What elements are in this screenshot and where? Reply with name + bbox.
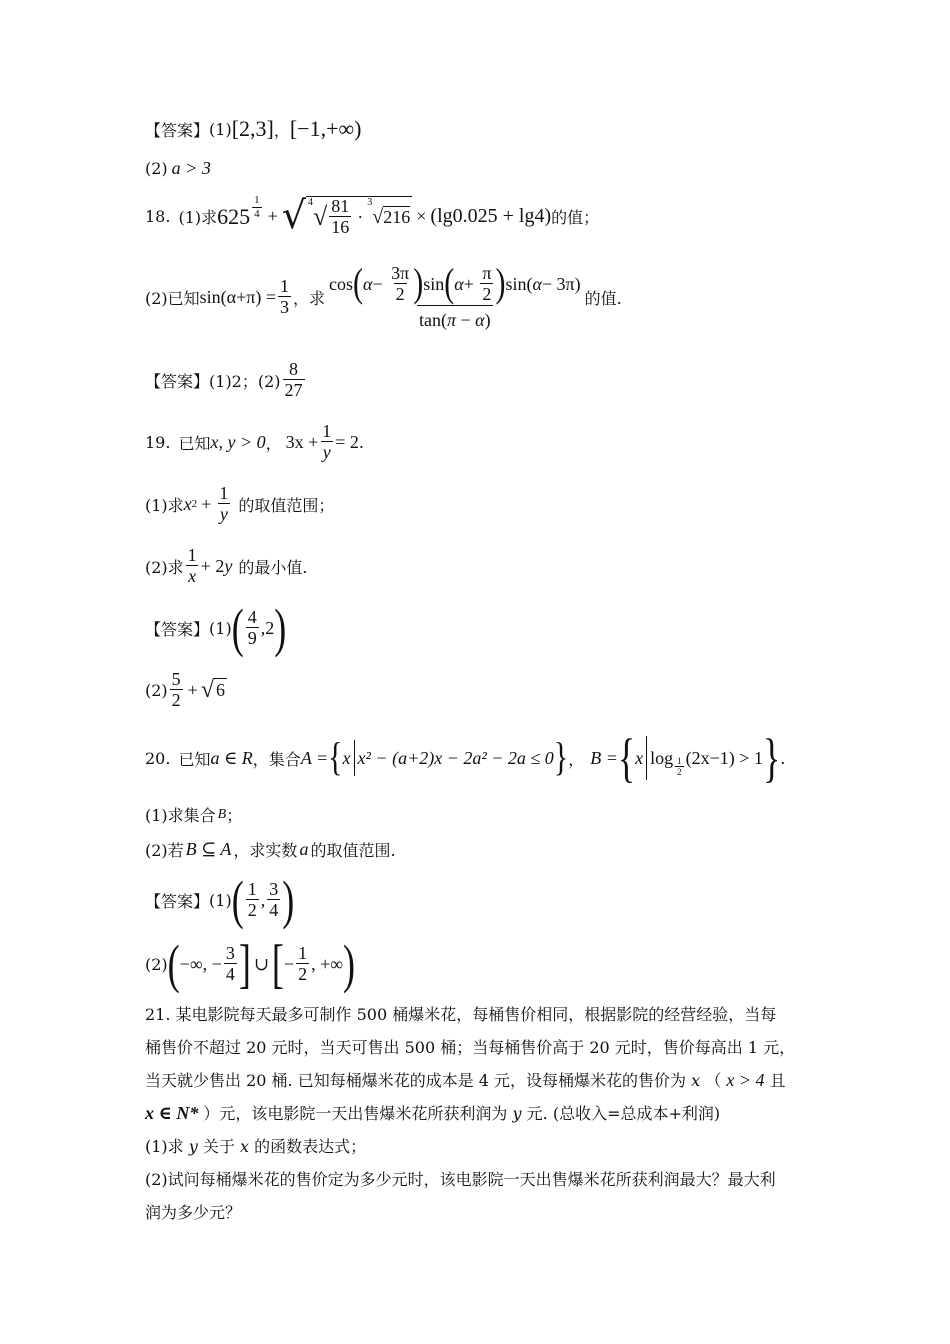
- part-label: (2): [145, 680, 168, 700]
- question-text: ）元，该电影院一天出售爆米花所获利润为: [203, 1104, 508, 1123]
- question-21-line3: [145, 1064, 815, 1097]
- question-text: 的值；: [551, 208, 600, 228]
- question-20-stem: 20. 已知 a ∈ R ，集合 A = { x x² − (a+2)x − 2a² − 2a ≤ 0 } ， B = { x log $\frac{1}{2}$ (2x−1) > 1 } .: [145, 728, 786, 788]
- question-21: [145, 998, 815, 1229]
- inequality-value: a > 3: [171, 158, 211, 178]
- question-text: 元. (总收入=总成本+利润): [526, 1104, 721, 1123]
- question-text: ，求实数: [233, 841, 298, 860]
- math-expression: 625: [217, 203, 251, 229]
- part-label: (1)求: [145, 1137, 184, 1156]
- answer-19-line2: [145, 670, 227, 711]
- part-label: (1)求集合: [145, 806, 216, 825]
- part-label: (1): [209, 618, 232, 638]
- radical-expression: √ 4 √ $\frac{81}{16}$ · 3 √ 216: [281, 193, 411, 237]
- interval-start: −∞, −: [179, 953, 222, 974]
- condition: x > 4: [726, 1070, 765, 1090]
- answer-value: ,2: [260, 617, 275, 638]
- answer-fraction: $\frac{1}{2}$: [298, 943, 308, 984]
- part-label: (1): [209, 890, 232, 910]
- set-condition: (2x−1) > 1: [685, 747, 763, 768]
- question-number: 18.: [145, 207, 171, 227]
- question-number: 19.: [145, 432, 171, 452]
- expression-fraction: $\frac{1}{y}$: [219, 483, 229, 524]
- question-text: 的取值范围；: [238, 495, 335, 515]
- comma: ，: [568, 749, 585, 769]
- question-21-line4: [145, 1097, 815, 1130]
- part-label: (1)求: [178, 208, 218, 228]
- question-text: 关于: [202, 1137, 235, 1156]
- variable: y: [188, 1137, 198, 1156]
- question-text: 当天就少售出 20 桶. 已知每桶爆米花的成本是 4 元，设每桶爆米花的售价为: [145, 1071, 687, 1090]
- question-19-stem: [145, 422, 364, 463]
- answer-label: 【答案】: [145, 891, 210, 911]
- expression-fraction: $\frac{1}{x}$: [187, 545, 197, 586]
- variable: y: [512, 1104, 522, 1123]
- answer-17-line1: [145, 116, 362, 142]
- answer-fraction: $\frac{4}{9}$: [247, 607, 257, 648]
- question-20-part1: [145, 803, 242, 826]
- interval-value: [−1,+∞): [289, 116, 362, 141]
- question-19-part1: (1)求 x 2 + $\frac{1}{y}$ 的取值范围；: [145, 483, 335, 524]
- given-fraction: $\frac{1}{3}$: [280, 275, 289, 317]
- answer-label: 【答案】: [145, 120, 210, 140]
- relation: B ⊆ A: [185, 839, 232, 859]
- answer-17-line2: [145, 158, 211, 179]
- minus-sign: −: [283, 953, 295, 974]
- part-label: (2)求: [145, 557, 184, 577]
- answer-19-line1: 【答案】 (1) ( $\frac{4}{9}$ ,2 ): [145, 598, 287, 659]
- question-text: 已知: [178, 433, 211, 453]
- answer-fraction: $\frac{8}{27}$: [284, 359, 303, 400]
- comma: ，: [273, 120, 290, 140]
- set-name: B =: [590, 747, 618, 768]
- question-text: ，集合: [252, 749, 301, 769]
- trig-fraction: cos ( α − $\frac{3\pi}{2}$ ) sin ( α + $\frac{\pi}{2}$ ) sin( α − 3π) tan(π − α): [329, 261, 581, 330]
- part-label: (2): [145, 954, 168, 974]
- set-name: A =: [300, 747, 329, 768]
- interval-value: [2,3]: [231, 116, 274, 141]
- question-21-line1: 21. 某电影院每天最多可制作 500 桶爆米花，每桶售价相同，根据影院的经营经验，当每: [145, 1005, 777, 1024]
- question-text: 的函数表达式；: [254, 1137, 367, 1156]
- answer-label: 【答案】: [145, 619, 210, 639]
- comma: ，: [265, 433, 282, 453]
- equation-fraction: $\frac{1}{y}$: [322, 421, 332, 462]
- answer-fraction: $\frac{1}{2}$: [247, 879, 257, 920]
- variable: x: [691, 1071, 701, 1090]
- equation-part: 3x +: [285, 431, 319, 452]
- period: .: [780, 748, 786, 768]
- interval-end: , +∞: [311, 953, 344, 974]
- question-19-part2: (2)求 $\frac{1}{x}$ + 2y 的最小值.: [145, 545, 308, 586]
- plus-sign: +: [187, 679, 198, 700]
- question-text: 的值.: [584, 288, 622, 308]
- condition: x ∈ N*: [145, 1103, 199, 1123]
- set-condition: x² − (a+2)x − 2a² − 2a ≤ 0: [357, 747, 554, 768]
- punctuation: ；: [226, 806, 243, 825]
- union-symbol: ∪: [253, 953, 269, 974]
- part-label: (2)若: [145, 841, 184, 860]
- part-label: (2)已知: [145, 288, 200, 308]
- punctuation: （: [705, 1071, 722, 1090]
- question-text: 的取值范围.: [310, 841, 396, 860]
- variable: a: [299, 839, 309, 859]
- variable: x: [240, 1137, 250, 1156]
- answer-18: [145, 360, 307, 401]
- question-number: 20.: [145, 748, 171, 768]
- equation-part: = 2: [335, 431, 359, 452]
- question-text: ，求: [293, 288, 326, 308]
- answer-fraction: $\frac{5}{2}$: [171, 669, 181, 710]
- part-label: (2): [145, 159, 168, 178]
- question-21-part2-cont: 润为多少元？: [145, 1203, 242, 1222]
- question-text: 的最小值.: [238, 557, 308, 577]
- question-text: 已知: [178, 749, 211, 769]
- answer-text: (1)2；(2): [209, 371, 281, 391]
- question-21-line2: 桶售价不超过 20 元时，当天可售出 500 桶；当每桶售价高于 20 元时，售价每高出 1 元，: [145, 1038, 796, 1057]
- condition: a ∈ R: [210, 747, 253, 768]
- answer-fraction: $\frac{3}{4}$: [269, 879, 279, 920]
- answer-20-line2: (2) ( −∞, − $\frac{3}{4}$ ] ∪ [ − $\frac{1}{2}$ , +∞ ): [145, 934, 356, 995]
- period: .: [358, 432, 365, 452]
- variable: B: [217, 806, 227, 822]
- given-equation: sin(α+π) =: [199, 286, 276, 307]
- part-label: (1): [209, 119, 232, 139]
- question-18-part2: [145, 261, 622, 330]
- exponent-fraction: $\frac{1}{4}$: [254, 194, 260, 220]
- answer-20-line1: 【答案】 (1) ( $\frac{1}{2}$ , $\frac{3}{4}$ ): [145, 870, 295, 931]
- question-21-part2: (2)试问每桶爆米花的售价定为多少元时，该电影院一天出售爆米花所获利润最大？最大利: [145, 1170, 776, 1189]
- answer-fraction: $\frac{3}{4}$: [225, 943, 235, 984]
- square-root: √ 6: [200, 677, 225, 704]
- question-text: 且: [769, 1071, 786, 1090]
- question-21-part1: [145, 1130, 815, 1163]
- part-label: (1)求: [145, 495, 184, 515]
- answer-label: 【答案】: [145, 371, 210, 391]
- question-18-part1: 18. (1)求 625 $\frac{1}{4}$ + √ 4 √ $\frac{81}{16}$ · 3 √ 216 × (lg0.025 + lg4) 的值；: [145, 193, 600, 237]
- condition: x, y > 0: [210, 431, 266, 452]
- question-20-part2: [145, 838, 396, 861]
